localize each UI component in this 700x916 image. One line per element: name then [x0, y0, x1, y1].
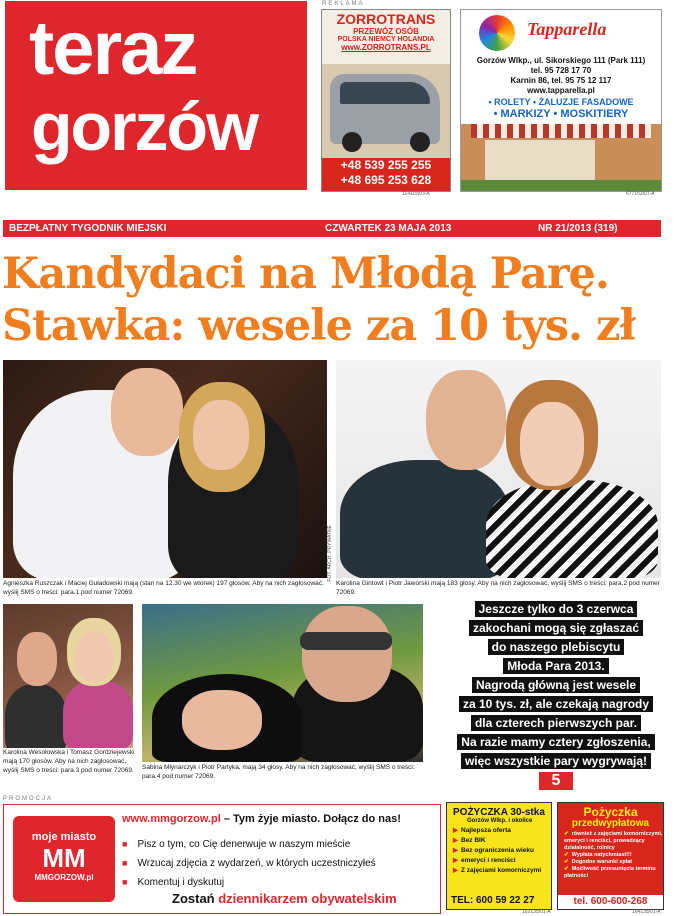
mmgorzow-title [122, 813, 401, 825]
van-wheel [342, 132, 362, 152]
phone-1: +48 539 255 255 [340, 158, 432, 172]
list-item: ✔ Możliwość przesunięcia terminu płatności [564, 866, 663, 880]
logo-top-text: moje miasto [31, 831, 97, 843]
promo-line: za 10 tys. zł, ale czekają nagrody [459, 696, 653, 712]
man-face [111, 368, 183, 456]
band-left: BEZPŁATNY TYGODNIK MIEJSKI [9, 223, 167, 234]
address-line: Gorzów Wlkp., ul. Sikorskiego 111 (Park 111) [476, 56, 646, 65]
photo-couple-2[interactable] [336, 360, 661, 578]
mmgorzow-url[interactable]: www.mmgorzow.pl [122, 813, 221, 825]
headline[interactable] [2, 248, 682, 352]
man-face [302, 606, 392, 702]
van-window [340, 82, 430, 104]
logo-line-1: teraz [29, 6, 197, 91]
issue-band [3, 220, 661, 237]
logo-line-2: gorzów [31, 89, 257, 165]
ad-code: 114115/03-A [402, 191, 430, 197]
ad-url[interactable]: www.tapparella.pl [527, 86, 595, 95]
ad-zorrotrans-header [322, 10, 450, 64]
ad-pozyczka-przedwyplatowa[interactable] [557, 802, 664, 910]
list-item: ▶ Bez BIK [453, 836, 551, 846]
page-number: 5 [539, 772, 573, 790]
masthead-logo [5, 1, 307, 190]
grass [461, 180, 661, 191]
product-line-2: • MARKIZY • MOSKITIERY [493, 108, 629, 120]
logo-mark: MM [42, 843, 86, 873]
promo-line: Jeszcze tylko do 3 czerwca [475, 601, 638, 617]
man-figure [340, 460, 510, 578]
man-face [426, 370, 506, 470]
band-issue: NR 21/2013 (319) [538, 223, 618, 234]
woman-face [75, 632, 113, 682]
list-item: ▶ Najlepsza oferta [453, 826, 551, 836]
promocja-label: PROMOCJA [3, 796, 54, 802]
promo-line: więc wszystkie pary wygrywają! [461, 753, 651, 769]
list-item: ■ Pisz o tym, co Cię denerwuje w naszym mieście [122, 835, 376, 854]
ad-code: 677152/07-A [626, 191, 655, 197]
promo-line: do naszego plebiscytu [488, 639, 625, 655]
ad-zorrotrans-name: ZORROTRANS [336, 11, 436, 27]
ad-pozyczka-30[interactable] [446, 802, 552, 910]
list-item: ✔ również z zajęciami komorniczymi, emeryci i renciści, prowadzący działalność, rolnicy [564, 831, 663, 852]
woman-face [520, 402, 584, 486]
ad-items [447, 826, 551, 876]
ad-tapparella-brand: Tapparella [527, 19, 607, 39]
logo-bottom-text: MMGORZOW.pl [34, 873, 94, 882]
promo-line: Nagrodą główną jest wesele [472, 677, 640, 693]
ad-tapparella[interactable] [460, 9, 662, 192]
headline-line-2: Stawka: wesele za 10 tys. zł [2, 301, 635, 351]
ad-code: 164135/01-A [632, 909, 661, 915]
van-wheel [410, 132, 430, 152]
ad-title-2: przedwypłatowa [571, 818, 650, 829]
mmgorzow-logo [13, 816, 115, 902]
woman-face [193, 400, 249, 470]
list-item: ▶ emeryci i renciści [453, 856, 551, 866]
list-item: ✔ Dogodne warunki spłat [564, 859, 663, 866]
woman-top [486, 480, 658, 578]
ad-title: Pożyczka [583, 805, 638, 819]
footer-prefix: Zostań [172, 891, 219, 906]
man-figure [5, 684, 67, 748]
mmgorzow-promo[interactable] [3, 804, 441, 914]
mmgorzow-bullets [122, 835, 376, 892]
house-wall [485, 140, 595, 185]
ad-zorrotrans-phones [322, 158, 450, 191]
list-item: ✔ Wypłata natychmiast!!! [564, 852, 663, 859]
phone-line: tel. 95 728 17 70 [530, 66, 592, 75]
photo-couple-4[interactable] [142, 604, 423, 762]
mmgorzow-footer [172, 891, 397, 906]
woman-face [182, 690, 262, 750]
ad-label: REKLAMA [322, 1, 365, 7]
ad-zorrotrans-line1: PRZEWÓZ OSÓB [353, 27, 419, 36]
list-item: ▶ Z zajęciami komorniczymi [453, 866, 551, 876]
ad-subtitle: Gorzów Wlkp. i okolice [467, 818, 533, 824]
ad-zorrotrans-line2: POLSKA NIEMCY HOLANDIA [337, 36, 435, 43]
ad-code: 162135/01-A [522, 909, 551, 915]
ad-phone: TEL: 600 59 22 27 [451, 895, 535, 906]
photo-couple-1[interactable] [3, 360, 327, 578]
band-date: CZWARTEK 23 MAJA 2013 [325, 223, 452, 234]
caption-4: Sabina Młynarczyk i Piotr Partyka, mają 34 głosy. Aby na nich zagłosować, wyślij SMS o treści: para.4 pod numer 72069. [142, 764, 415, 780]
ad-zorrotrans-url[interactable]: www.ZORROTRANS.PL [341, 43, 431, 52]
caption-1: Agnieszka Ruszczak i Maciej Guładowski mają (stan na 12.30 we wtorek) 197 głosów. Aby na nich zagłosować, wyślij SMS o treści: para.1 pod numer 72069. [3, 580, 324, 596]
promo-text-box [448, 601, 664, 769]
fan-logo-icon [479, 15, 515, 51]
list-item: ■ Wrzucaj zdjęcia z wydarzeń, w których uczestniczyłeś [122, 854, 376, 873]
product-line-1: • ROLETY • ŻALUZJE FASADOWE [488, 97, 634, 107]
caption-3: Karolina Wesołowska i Tomasz Gordziejewski mają 170 głosów. Aby na nich zagłosować, wyślij SMS o treści: para.3 pod numer 72069. [3, 749, 135, 774]
woman-figure [63, 680, 133, 748]
footer-highlight: dziennikarzem obywatelskim [218, 891, 397, 906]
ad-tapparella-text [461, 56, 661, 121]
address-line-2: Karnin 86, tel. 95 75 12 117 [510, 76, 612, 85]
photo-couple-3[interactable] [3, 604, 133, 748]
promo-line: Na razie mamy cztery zgłoszenia, [457, 734, 654, 750]
awning-stripes [471, 124, 651, 138]
ad-items [558, 831, 663, 880]
ad-zorrotrans[interactable] [321, 9, 451, 192]
phone-2: +48 695 253 628 [340, 173, 432, 187]
sunglasses-icon [300, 632, 392, 650]
ad-title: POŻYCZKA 30-stka [453, 807, 545, 818]
promo-line: dla czterech pierwszych par. [471, 715, 641, 731]
photo-credit: FOT. ARCH. PRYWATNE [327, 525, 333, 582]
mmgorzow-tagline: – Tym żyje miasto. Dołącz do nas! [220, 813, 401, 825]
headline-line-1: Kandydaci na Młodą Parę. [2, 249, 609, 299]
ad-phone: tel. 600-600-268 [558, 895, 663, 909]
promo-line: Młoda Para 2013. [503, 658, 608, 674]
list-item: ▶ Bez ograniczenia wieku [453, 846, 551, 856]
caption-2: Karolina Gintowt i Piotr Jaworski mają 183 głosy. Aby na nich zagłosować, wyślij SMS o treści: para.2 pod numer 72069. [336, 580, 660, 596]
promo-line: zakochani mogą się zgłaszać [469, 620, 643, 636]
list-item: ■ Komentuj i dyskutuj [122, 873, 376, 892]
man-face [17, 632, 57, 686]
